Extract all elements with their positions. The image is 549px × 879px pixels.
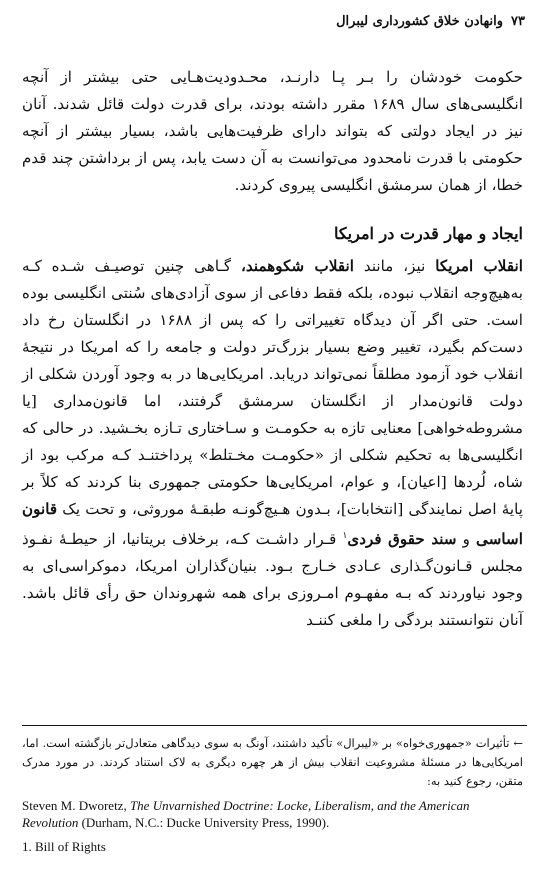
bold-term-constitution: قانون اساسی [22,500,523,549]
text-run: قـرار داشـت کـه، برخلاف بریتانیا، از حیطـهٔ نفـوذ مجلس قـانون‌گـذاری عـادی خـارج بـود. بنیان‌گذاران امریکا، دموکراسی‌ای به وجود نیاوردند که بـه مفهـوم امـروزی برای همه شهروندان حق رأی قائل باشد. آنان نتوانستند بردگی را ملغی کننـد [22,530,523,630]
text-run: گـاهی چنین توصیـف شـده کـه به‌هیچ‌وجه انقلاب نبوده، بلکه فقط دفاعی از سوی آزادی‌های سُنتی انگلیسی بوده است. حتی اگر آن دیدگاه تغییراتی را که پس از ۱۶۸۸ در انگلستان رخ داد دست‌کم بگیرد، تغییر وضع بسیار بزرگ‌تر دولت و جامعه را که امریکا در نتیجهٔ انقلاب خود آزمود مطلقاً نمی‌تواند دریابد. امریکایی‌ها در به وجود آوردن شکلی از دولت قانون‌مدار از انگلستان سرمشق گرفتند، اما قانون‌مداری [یا مشروطه‌خواهی] معنایی تازه به حکومـت و سـاختاری تـازه بخـشید. در حالی که انگلیسی‌ها به تحکیم شکلی از «حکومـت مخـتلط» پرداختنـد کـه مرکب بود از شاه، لُردها [اعیان]، و عوام، امریکایی‌ها حکومتی جمهوری بنا کردند که کلاً بر پایهٔ اصل نمایندگی [انتخابات]، بـدون هـیچ‌گونـه طبقـهٔ موروثی، و تحت یک [22,257,523,518]
footnote-persian: ← تأثیرات «جمهوری‌خواه» بر «لیبرال» تأکید داشتند، آونگ به سوی دیدگاهی متعادل‌تر بازگشته است. اما، امریکایی‌ها در مسئلهٔ مشروعیت انقلاب بیش از هر چهره دیگری به لاک استناد کردند. در مورد مدرک متقن، رجوع کنید به: [22,736,523,788]
paragraph-1: حکومت خودشان را بـر پـا دارنـد، محـدودیت‌هـایی حتی بیشتر از آنچه انگلیسی‌های سال ۱۶۸۹ مقرر داشته بودند، برای قدرت دولت قائل شدند. آنان نیز در ایجاد دولتی که بتواند دارای ظرفیت‌هایی باشد، بسیار بیشتر از آنچه حکومتی با قدرت نامحدود می‌توانست به آن دست یابد، پس از برداشتن چند قدم خطا، از همان سرمشق انگلیسی پیروی کردند. [22,68,523,194]
citation-publisher: (Durham, N.C.: Ducke University Press, 1990). [78,815,330,830]
running-header [20,6,525,36]
bold-term-american-revolution: انقلاب امریکا [435,257,523,275]
citation-book-title: The Unvarnished Doctrine: Locke, Liberalism, and the American Revolution [22,798,470,830]
text-run: و [456,530,477,549]
page-number: ۷۳ [511,13,525,29]
bold-term-bill-of-rights: سند حقوق فردی [347,530,457,549]
main-text [22,64,523,634]
section-heading: ایجاد و مهار قدرت در امریکا [333,224,523,243]
footnote-divider [22,725,527,726]
running-title: وانهادن خلاق کشورداری لیبرال [336,13,504,29]
paragraph-2 [22,253,523,634]
citation-author: Steven M. Dworetz, [22,798,130,813]
footnote-citation [22,797,527,831]
footnote-marker: ۱ [342,531,348,541]
text-run: نیز، مانند [354,257,436,275]
footnote-1: 1. Bill of Rights [22,839,106,854]
bold-term-glorious-revolution: انقلاب شکوهمند، [241,257,355,275]
